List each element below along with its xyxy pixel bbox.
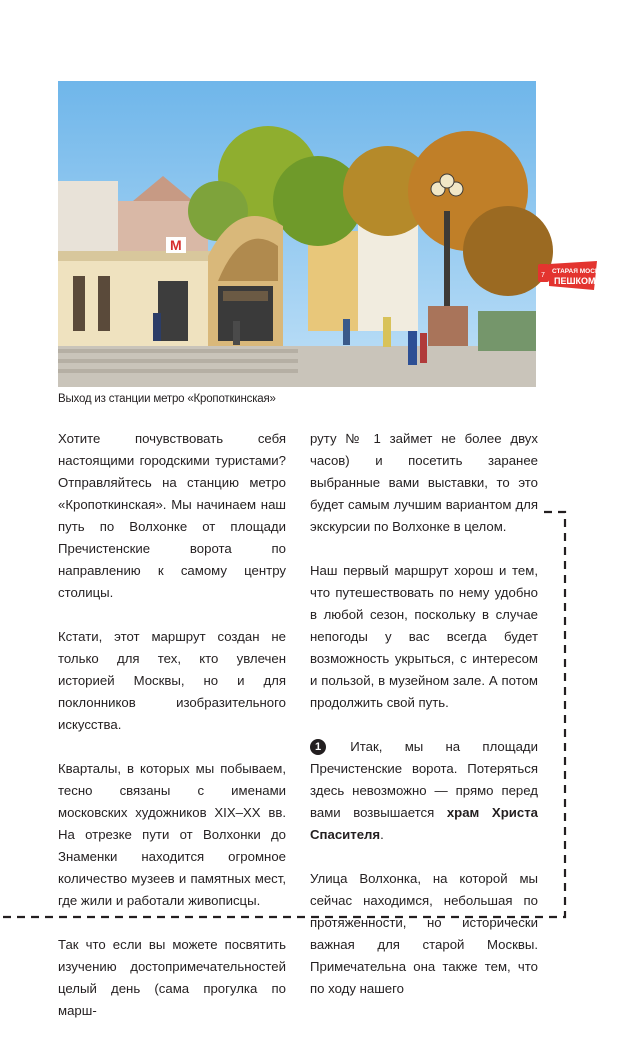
left-paragraph-3: Кварталы, в которых мы побываем, тесно связаны с именами московских художников XIX–XX вв. На отрезке пути от Волхонки до Знаменки находится огромное количество музеев и памятных мест, где жили и работали живописцы. [58, 761, 286, 908]
landmark-name: храм Христа Спасителя [310, 805, 538, 842]
left-paragraph-4: Так что если вы можете посвятить изучению достопримечательностей целый день (сама прогулка по марш- [58, 937, 286, 1018]
stop-1-text: Итак, мы на площади Пречистенские ворота. Потеряться здесь невозможно — прямо перед вами возвышается [310, 739, 538, 820]
route-dashed-border [0, 500, 644, 930]
stop-number-marker: 1 [310, 739, 326, 755]
photo-caption: Выход из станции метро «Кропоткинская» [58, 393, 276, 405]
right-paragraph-1: руту № 1 займет не более двух часов) и посетить заранее выбранные вами выставки, то это будет самым лучшим вариантом для экскурсии по Волхонке в целом. [310, 431, 538, 534]
sentence-end: . [380, 827, 384, 842]
right-paragraph-2: Наш первый маршрут хорош и тем, что путешествовать по нему удобно в любой сезон, поскольку в случае непогоды у вас всегда будет возможность укрыться, с интересом и пользой, в музейном зале. А потом продолжить свой путь. [310, 563, 538, 710]
metro-m-sign: M [170, 237, 182, 253]
logo-line-2: ПЕШКОМ [554, 276, 596, 286]
page-number: 7 [541, 272, 545, 279]
left-paragraph-2: Кстати, этот маршрут создан не только для тех, кто увлечен историей Москвы, но и для поклонников изобразительного искусства. [58, 629, 286, 732]
series-logo [537, 260, 608, 296]
right-paragraph-4: Улица Волхонка, на которой мы сейчас находимся, небольшая по протяженности, но исторически важная для старой Москвы. Примечательна она также тем, что по ходу нашего [310, 871, 538, 996]
left-paragraph-1: Хотите почувствовать себя настоящими городскими туристами? Отправляйтесь на станцию метро «Кропоткинская». Мы начинаем наш путь по Волхонке от площади Пречистенские ворота по направлению к самому центру столицы. [58, 431, 286, 600]
logo-line-1: СТАРАЯ МОСКВА [552, 268, 608, 275]
metro-station-photo [58, 81, 536, 387]
